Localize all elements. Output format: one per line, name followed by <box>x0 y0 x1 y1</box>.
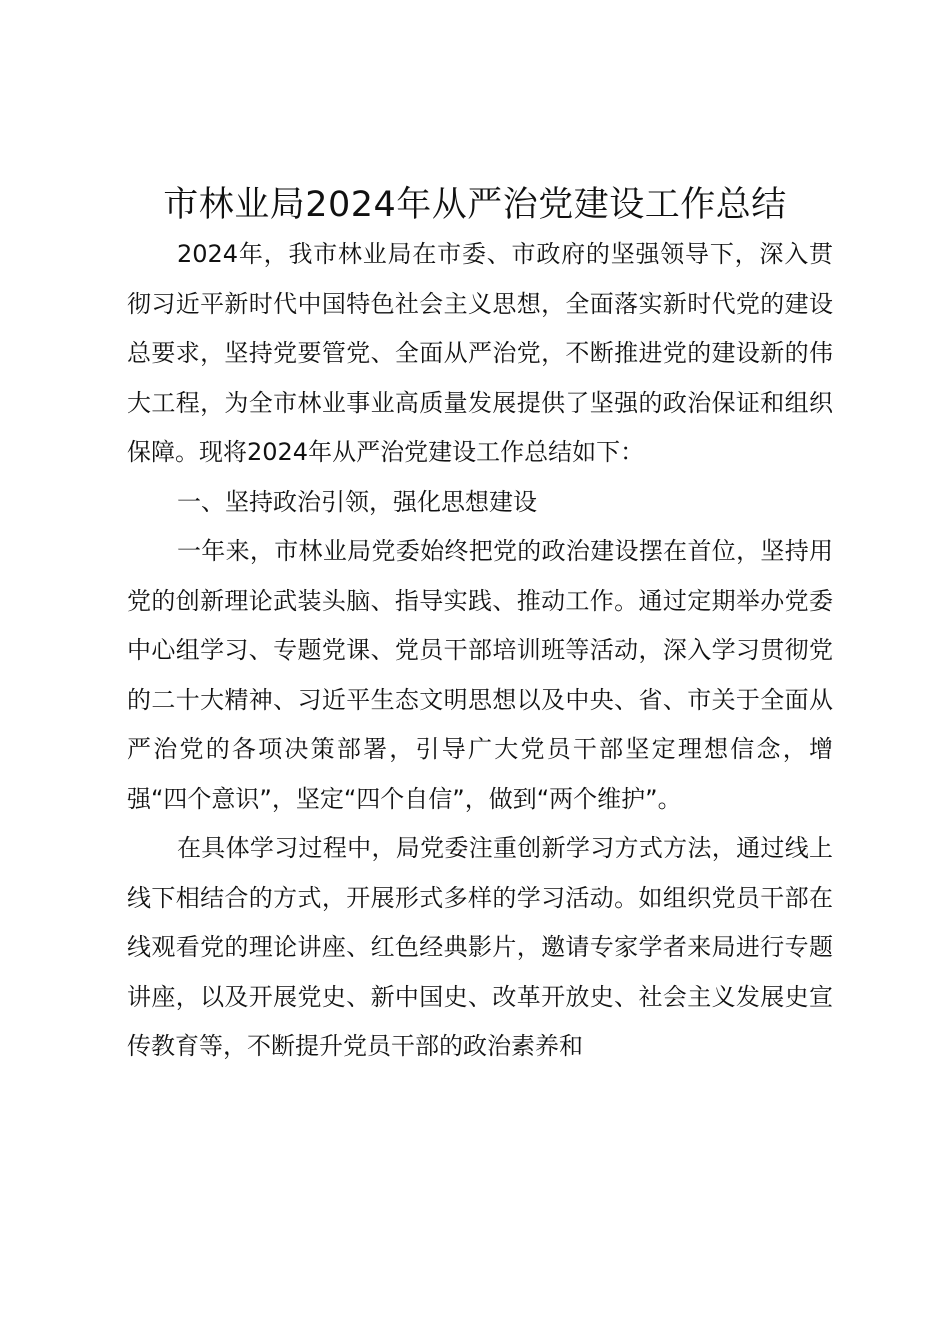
intro-paragraph: 2024年，我市林业局在市委、市政府的坚强领导下，深入贯彻习近平新时代中国特色社会主义思想，全面落实新时代党的建设总要求，坚持党要管党、全面从严治党，不断推进党的建设新的伟大工程，为全市林业事业高质量发展提供了坚强的政治保证和组织保障。现将2024年从严治党建设工作总结如下： <box>127 240 833 466</box>
section-heading-1: 一、坚持政治引领，强化思想建设 <box>177 487 537 516</box>
document-body <box>127 230 833 1072</box>
body-paragraph: 在具体学习过程中，局党委注重创新学习方式方法，通过线上线下相结合的方式，开展形式多样的学习活动。如组织党员干部在线观看党的理论讲座、红色经典影片，邀请专家学者来局进行专题讲座，以及开展党史、新中国史、改革开放史、社会主义发展史宣传教育等，不断提升党员干部的政治素养和 <box>127 834 833 1060</box>
body-paragraph: 一年来，市林业局党委始终把党的政治建设摆在首位，坚持用党的创新理论武装头脑、指导实践、推动工作。通过定期举办党委中心组学习、专题党课、党员干部培训班等活动，深入学习贯彻党的二十大精神、习近平生态文明思想以及中央、省、市关于全面从严治党的各项决策部署，引导广大党员干部坚定理想信念，增强“四个意识”，坚定“四个自信”，做到“两个维护”。 <box>127 537 833 813</box>
document-title: 市林业局2024年从严治党建设工作总结 <box>163 185 787 225</box>
